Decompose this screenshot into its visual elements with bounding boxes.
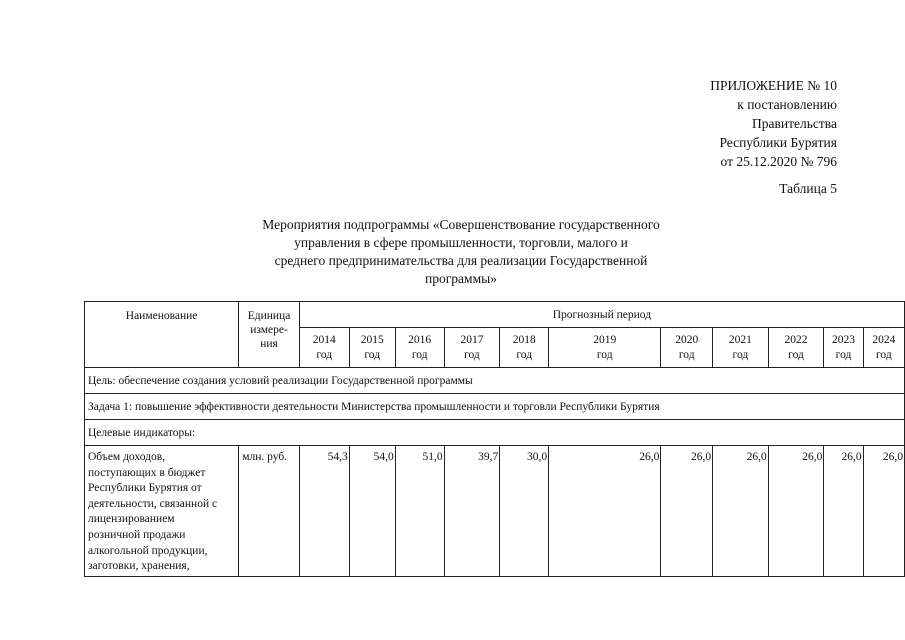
table-row [85, 446, 905, 577]
value-cell: 54,3 [299, 446, 349, 577]
year-header: 2014 год [299, 328, 349, 368]
year-header: 2017 год [444, 328, 500, 368]
value-cell: 26,0 [768, 446, 824, 577]
year-header: 2018 год [500, 328, 549, 368]
appendix-date-number: от 25.12.2020 № 796 [720, 154, 837, 169]
value-cell: 54,0 [349, 446, 395, 577]
header-unit: Единица измере- ния [239, 302, 300, 368]
task-text: Задача 1: повышение эффективности деятельности Министерства промышленности и торговли Республики Бурятия [85, 394, 905, 420]
year-header: 2022 год [768, 328, 824, 368]
header-forecast-period: Прогнозный период [299, 302, 904, 328]
title-line: Мероприятия подпрограммы «Совершенствование государственного [262, 217, 660, 232]
value-cell: 51,0 [395, 446, 444, 577]
forecast-table [84, 301, 905, 577]
year-header: 2023 год [824, 328, 863, 368]
appendix-block [577, 76, 837, 171]
goal-row [85, 368, 905, 394]
title-line: программы» [425, 271, 497, 286]
indicators-label: Целевые индикаторы: [85, 420, 905, 446]
value-cell: 30,0 [500, 446, 549, 577]
title-line: среднего предпринимательства для реализации Государственной [274, 253, 648, 268]
table-number: Таблица 5 [779, 181, 837, 196]
goal-text: Цель: обеспечение создания условий реализации Государственной программы [85, 368, 905, 394]
document-title [236, 216, 686, 288]
header-name: Наименование [85, 302, 239, 368]
appendix-line: Республики Бурятия [719, 135, 837, 150]
year-header: 2024 год [863, 328, 904, 368]
value-cell: 26,0 [661, 446, 713, 577]
value-cell: 26,0 [713, 446, 769, 577]
indicators-row [85, 420, 905, 446]
indicator-unit: млн. руб. [239, 446, 300, 577]
indicator-name: Объем доходов, поступающих в бюджет Республики Бурятия от деятельности, связанной с лицензированием розничной продажи алкогольной продукции, заготовки, хранения, [85, 446, 239, 577]
appendix-line: к постановлению [737, 97, 837, 112]
value-cell: 26,0 [824, 446, 863, 577]
year-header: 2020 год [661, 328, 713, 368]
year-header: 2019 год [549, 328, 661, 368]
value-cell: 26,0 [549, 446, 661, 577]
appendix-line: Правительства [752, 116, 837, 131]
year-header: 2021 год [713, 328, 769, 368]
title-line: управления в сфере промышленности, торговли, малого и [294, 235, 628, 250]
header-row [85, 302, 905, 328]
value-cell: 39,7 [444, 446, 500, 577]
year-header: 2015 год [349, 328, 395, 368]
appendix-title: ПРИЛОЖЕНИЕ № 10 [710, 78, 837, 93]
task-row [85, 394, 905, 420]
value-cell: 26,0 [863, 446, 904, 577]
year-header: 2016 год [395, 328, 444, 368]
